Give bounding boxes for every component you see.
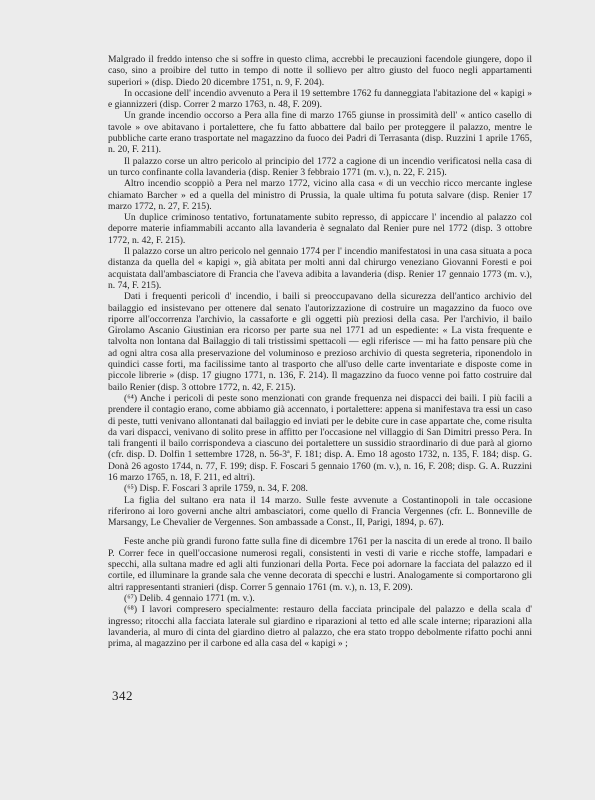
footnote-67: (⁶⁷) Delib. 4 gennaio 1771 (m. v.). [124,592,255,604]
paragraph: Feste anche più grandi furono fatte sulla fine di dicembre 1761 per la nascita di un erede al trono. Il bailo P. Correr fece in quell'occasione numerosi regali, consistenti in vesti di varie e ricche stoffe, lampadari e specchi, alla sultana madre ed agli alti funzionari della Porta. Fece poi adornare la facciata del palazzo ed il cortile, ed illuminare la grande sala che venne decorata di specchi e lustri. Analogamente si comportarono gli altri rappresentanti stranieri (disp. Correr 5 gennaio 1761 (m. v.), n. 13, F. 209). [108,536,532,593]
footnote-65: (⁶⁵) Disp. F. Foscari 3 aprile 1759, n. 34, F. 208. [124,483,308,495]
paragraph: La figlia del sultano era nata il 14 marzo. Sulle feste avvenute a Costantinopoli in tale occasione riferirono ai loro governi anche altri ambasciatori, come quello di Francia Vergennes (cfr. L. Bonneville de Marsangy, Le Chevalier de Vergennes. Son ambassade a Const., II, Parigi, 1894, p. 67). [108,494,532,529]
paragraph: Il palazzo corse un altro pericolo nel gennaio 1774 per l' incendio manifestatosi in una casa situata a poca distanza da quella del « kapigi », già abitata per molti anni dal chirurgo veneziano Giovanni Foresti e poi acquistata dall'ambasciatore di Francia che l'aveva adibita a lavanderia (disp. Renier 17 gennaio 1773 (m. v.), n. 74, F. 215). [108,246,532,291]
page-number: 342 [112,688,133,703]
footnote-68: (⁶⁸) I lavori compresero specialmente: restauro della facciata principale del palazzo e della scala d' ingresso; ritocchi alla facciata laterale sul giardino e riparazioni al tetto ed alle scale interne; riparazioni alla lavanderia, al muro di cinta del giardino dietro al palazzo, che era stato troppo debolmente rifatto pochi anni prima, al magazzino per il carbone ed alla casa del « kapigi » ; [108,604,532,650]
paragraph: Il palazzo corse un altro pericolo al principio del 1772 a cagione di un incendio verificatosi nella casa di un turco confinante colla lavanderia (disp. Renier 3 febbraio 1771 (m. v.), n. 22, F. 215). [108,155,532,178]
paragraph: Dati i frequenti pericoli d' incendio, i baili si preoccupavano della sicurezza dell'antico archivio del bailaggio ed insistevano per ottenere dal senato l'autorizzazione di costruire un magazzino da fuoco ove riporre all'occorrenza l'archivio, la cassaforte e gli oggetti più preziosi della casa. Per l'archivio, il bailo Girolamo Ascanio Giustinian era ricorso per parte sua nel 1771 ad un espediente: « La vista frequente e talvolta non lontana dal Bailaggio di tali tristissimi spettacoli — egli riferisce — mi ha fatto pensare più che ad ogni altra cosa alla preservazione del voluminoso e prezioso archivio di questa segreteria, riponendolo in quindici casse forti, ma facilissime tanto al trasporto che all'uso delle carte inventariate e disposte come in piccole librerie » (disp. 17 giugno 1771, n. 136, F. 214). Il magazzino da fuoco venne poi fatto costruire dal bailo Renier (disp. 3 ottobre 1772, n. 42, F. 215). [108,291,532,393]
paragraph: In occasione dell' incendio avvenuto a Pera il 19 settembre 1762 fu danneggiata l'abitazione del « kapigi » e giannizzeri (disp. Correr 2 marzo 1763, n. 48, F. 209). [108,87,532,111]
paragraph: Un grande incendio occorso a Pera alla fine di marzo 1765 giunse in prossimità dell' « antico casello di tavole » ove abitavano i portalettere, che fu fatto abbattere dal bailo per proteggere il palazzo, mentre le pubbliche carte erano trasportate nel magazzino da fuoco dei Padri di Terrasanta (disp. Ruzzini 1 aprile 1765, n. 20, F. 211). [108,110,532,156]
paragraph: Altro incendio scoppiò a Pera nel marzo 1772, vicino alla casa « di un vecchio ricco mercante inglese chiamato Barcher » ed a quella del ministro di Prussia, la quale ultima fu potuta salvare (disp. Renier 17 marzo 1772, n. 27, F. 215). [108,178,532,212]
paragraph: Un duplice criminoso tentativo, fortunatamente subito represso, di appiccare l' incendio al palazzo col deporre materie infiammabili accanto alla lavanderia è segnalato dal Renier pure nel 1772 (disp. 3 ottobre 1772, n. 42, F. 215). [108,212,532,246]
paragraph: Malgrado il freddo intenso che si soffre in questo clima, accrebbi le precauzioni facendole giungere, dopo il caso, sino a proibire del tutto in tempo di notte il sollievo per altro giusto del fuoco negli appartamenti superiori » (disp. Diedo 20 dicembre 1751, n. 9, F. 204). [108,54,532,88]
page-body [108,54,532,649]
footnote-64: (⁶⁴) Anche i pericoli di peste sono menzionati con grande frequenza nei dispacci dei baili. I più facili a prendere il contagio erano, come abbiamo già accennato, i portalettere: appena si manifestava tra essi un caso di peste, tutti venivano allontanati dal bailaggio ed inviati per le debite cure in case appartate che, come risulta da vari dispacci, venivano di solito prese in affitto per l'occasione nel villaggio di San Dimitri presso Pera. In tali frangenti il bailo corrispondeva a ciascuno dei portalettere un sussidio straordinario di due parà al giorno (cfr. disp. D. Dolfin 1 settembre 1728, n. 56-3ª, F. 181; disp. A. Emo 18 agosto 1732, n. 135, F. 184; disp. G. Donà 26 agosto 1744, n. 77, F. 199; disp. F. Foscari 5 gennaio 1760 (m. v.), n. 16, F. 208; disp. G. A. Ruzzini 16 marzo 1765, n. 18, F. 211, ed altri). [108,392,532,483]
